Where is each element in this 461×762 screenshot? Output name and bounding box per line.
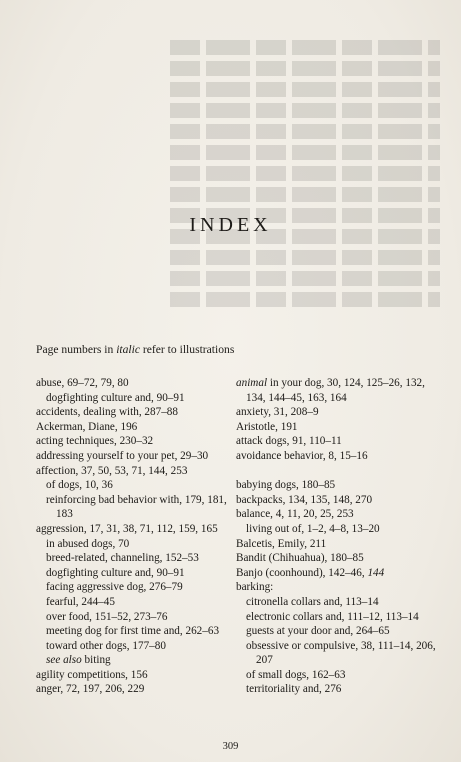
- entry-text: reinforcing bad behavior with, 179, 181, 183: [46, 493, 227, 521]
- index-entry: [36, 405, 231, 420]
- index-subentry: [36, 566, 231, 581]
- index-entry: [36, 420, 231, 435]
- entry-text: see also: [46, 654, 82, 667]
- index-letter-gap: [236, 464, 441, 479]
- entry-text: meeting dog for first time and, 262–63: [46, 625, 220, 638]
- entry-text: Balcetis, Emily, 211: [236, 537, 327, 550]
- entry-text: living out of, 1–2, 4–8, 13–20: [246, 522, 380, 535]
- entry-text: guests at your door and, 264–65: [246, 625, 390, 638]
- index-subentry: [36, 639, 231, 654]
- entry-text: Aristotle, 191: [236, 420, 298, 433]
- index-entry: [36, 522, 231, 537]
- entry-text: anger, 72, 197, 206, 229: [36, 683, 145, 696]
- index-subentry: [236, 522, 441, 537]
- entry-text: dogfighting culture and, 90–91: [46, 566, 185, 579]
- index-entry: [236, 493, 441, 508]
- entry-text: 144: [367, 566, 385, 579]
- index-subentry: [36, 610, 231, 625]
- entry-text: barking:: [236, 581, 274, 594]
- entry-text: animal: [236, 377, 268, 389]
- entry-text: over food, 151–52, 273–76: [46, 610, 168, 623]
- index-entry: [36, 376, 231, 391]
- show-through-text: [170, 40, 440, 340]
- entry-text: anxiety, 31, 208–9: [236, 406, 319, 419]
- index-subentry: [236, 668, 441, 683]
- index-heading: INDEX: [189, 214, 272, 236]
- index-subentry: [36, 624, 231, 639]
- index-entry: [236, 551, 441, 566]
- entry-text: in your dog, 30, 124, 125–26, 132, 134, 144–45, 163, 164: [246, 377, 425, 404]
- index-subentry: [236, 639, 441, 668]
- italic-note: [36, 343, 234, 356]
- entry-text: affection, 37, 50, 53, 71, 144, 253: [36, 464, 188, 477]
- index-entry: [236, 376, 441, 405]
- entry-text: dogfighting culture and, 90–91: [46, 391, 185, 404]
- index-subentry: [236, 595, 441, 610]
- index-entry: [236, 405, 441, 420]
- entry-text: biting: [81, 654, 111, 667]
- index-entry: [236, 566, 441, 581]
- entry-text: accidents, dealing with, 287–88: [36, 406, 178, 419]
- index-entry: [236, 434, 441, 449]
- entry-text: Bandit (Chihuahua), 180–85: [236, 552, 364, 565]
- index-subentry: [236, 610, 441, 625]
- entry-text: citronella collars and, 113–14: [246, 595, 379, 608]
- entry-text: of small dogs, 162–63: [246, 668, 346, 681]
- index-column-left: [36, 376, 231, 697]
- index-subentry: [36, 391, 231, 406]
- index-entry: [236, 478, 441, 493]
- entry-text: babying dogs, 180–85: [236, 479, 336, 492]
- entry-text: attack dogs, 91, 110–11: [236, 435, 342, 448]
- index-entry: [236, 449, 441, 464]
- entry-text: breed-related, channeling, 152–53: [46, 552, 199, 565]
- index-entry: [36, 668, 231, 683]
- entry-text: in abused dogs, 70: [46, 537, 130, 550]
- index-subentry: [36, 551, 231, 566]
- entry-text: acting techniques, 230–32: [36, 435, 154, 448]
- index-subentry: [236, 682, 441, 697]
- index-entry: [36, 464, 231, 479]
- entry-text: electronic collars and, 111–12, 113–14: [246, 610, 419, 623]
- index-entry: [236, 537, 441, 552]
- index-entry: [36, 434, 231, 449]
- entry-text: Banjo (coonhound), 142–46,: [236, 566, 368, 579]
- index-subentry: [236, 624, 441, 639]
- entry-text: aggression, 17, 31, 38, 71, 112, 159, 165: [36, 522, 218, 535]
- entry-text: abuse, 69–72, 79, 80: [36, 377, 129, 389]
- entry-text: obsessive or compulsive, 38, 111–14, 206, 207: [246, 639, 436, 667]
- entry-text: facing aggressive dog, 276–79: [46, 581, 183, 594]
- index-subentry: [36, 478, 231, 493]
- entry-text: balance, 4, 11, 20, 25, 253: [236, 508, 354, 521]
- index-entry: [36, 682, 231, 697]
- entry-text: of dogs, 10, 36: [46, 479, 113, 492]
- index-entry: [236, 507, 441, 522]
- index-subentry: [36, 653, 231, 668]
- index-subentry: [36, 537, 231, 552]
- index-subentry: [36, 493, 231, 522]
- entry-text: avoidance behavior, 8, 15–16: [236, 449, 368, 462]
- entry-text: fearful, 244–45: [46, 595, 115, 608]
- entry-text: addressing yourself to your pet, 29–30: [36, 449, 209, 462]
- entry-text: territoriality and, 276: [246, 683, 342, 696]
- note-text-before: Page numbers in: [36, 343, 117, 356]
- entry-text: agility competitions, 156: [36, 668, 148, 681]
- page-number: 309: [222, 741, 239, 752]
- index-subentry: [36, 580, 231, 595]
- index-column-right: [236, 376, 441, 697]
- note-text-after: refer to illustrations: [140, 343, 235, 356]
- index-entry: [36, 449, 231, 464]
- index-entry: [236, 580, 441, 595]
- note-text-italic: italic: [116, 343, 141, 356]
- index-entry: [236, 420, 441, 435]
- entry-text: Ackerman, Diane, 196: [36, 420, 138, 433]
- index-subentry: [36, 595, 231, 610]
- entry-text: toward other dogs, 177–80: [46, 639, 166, 652]
- entry-text: backpacks, 134, 135, 148, 270: [236, 493, 373, 506]
